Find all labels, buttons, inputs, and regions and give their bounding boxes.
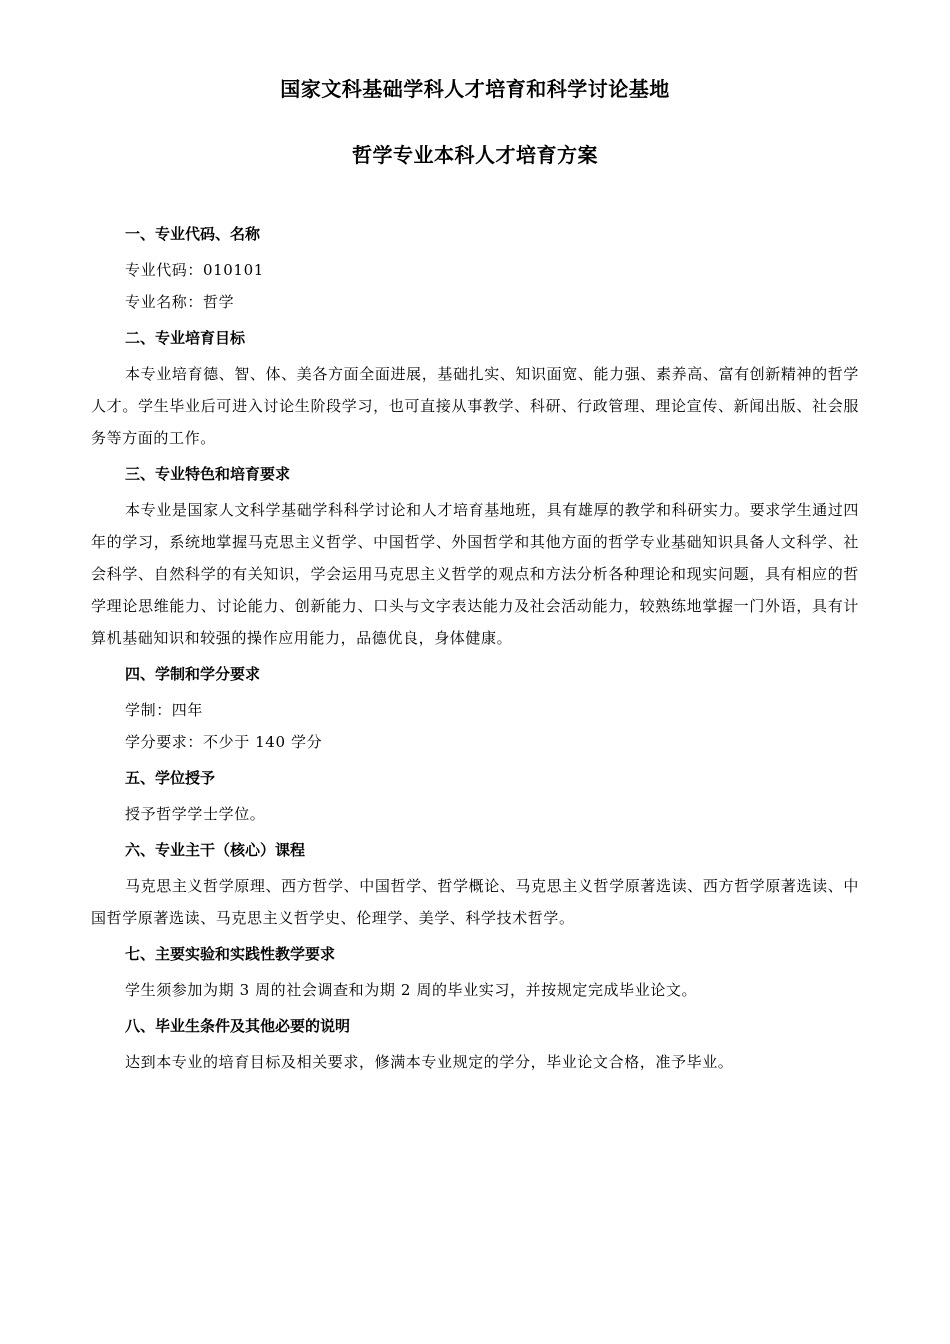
- section-8-heading: 八、毕业生条件及其他必要的说明: [125, 1017, 351, 1035]
- section-8-body: 达到本专业的培育目标及相关要求，修满本专业规定的学分，毕业论文合格，准予毕业。: [125, 1053, 734, 1071]
- section-6-body: 马克思主义哲学原理、西方哲学、中国哲学、哲学概论、马克思主义哲学原著选读、西方哲学原著选读、中国哲学原著选读、马克思主义哲学史、伦理学、美学、科学技术哲学。: [91, 877, 859, 927]
- section-6-heading: 六、专业主干（核心）课程: [125, 841, 306, 859]
- section-4-heading: 四、学制和学分要求: [125, 665, 261, 683]
- section-7-body: 学生须参加为期 3 周的社会调查和为期 2 周的毕业实习，并按规定完成毕业论文。: [125, 981, 698, 999]
- document-title-line-2: 哲学专业本科人才培育方案: [352, 143, 598, 167]
- section-2-heading: 二、专业培育目标: [125, 329, 246, 347]
- section-3-heading: 三、专业特色和培育要求: [125, 465, 291, 483]
- section-1-heading: 一、专业代码、名称: [125, 225, 261, 243]
- section-5-heading: 五、学位授予: [125, 769, 216, 787]
- document-title-line-1: 国家文科基础学科人才培育和科学讨论基地: [280, 77, 670, 101]
- study-duration: 学制：四年: [125, 701, 204, 719]
- section-7-heading: 七、主要实验和实践性教学要求: [125, 945, 336, 963]
- major-name: 专业名称：哲学: [125, 293, 235, 311]
- major-code: 专业代码：010101: [125, 261, 264, 279]
- credit-requirement: 学分要求：不少于 140 学分: [125, 733, 323, 751]
- section-3-body: 本专业是国家人文科学基础学科科学讨论和人才培育基地班，具有雄厚的教学和科研实力。要求学生通过四年的学习，系统地掌握马克思主义哲学、中国哲学、外国哲学和其他方面的哲学专业基础知识具备人文科学、社会科学、自然科学的有关知识，学会运用马克思主义哲学的观点和方法分析各种理论和现实问题，具有相应的哲学理论思维能力、讨论能力、创新能力、口头与文字表达能力及社会活动能力，较熟练地掌握一门外语，具有计算机基础知识和较强的操作应用能力，品德优良，身体健康。: [91, 501, 859, 647]
- section-5-body: 授予哲学学士学位。: [125, 805, 266, 823]
- section-2-body: 本专业培育德、智、体、美各方面全面进展，基础扎实、知识面宽、能力强、素养高、富有创新精神的哲学人才。学生毕业后可进入讨论生阶段学习，也可直接从事教学、科研、行政管理、理论宣传、新闻出版、社会服务等方面的工作。: [91, 365, 859, 447]
- document-body: [91, 222, 859, 1078]
